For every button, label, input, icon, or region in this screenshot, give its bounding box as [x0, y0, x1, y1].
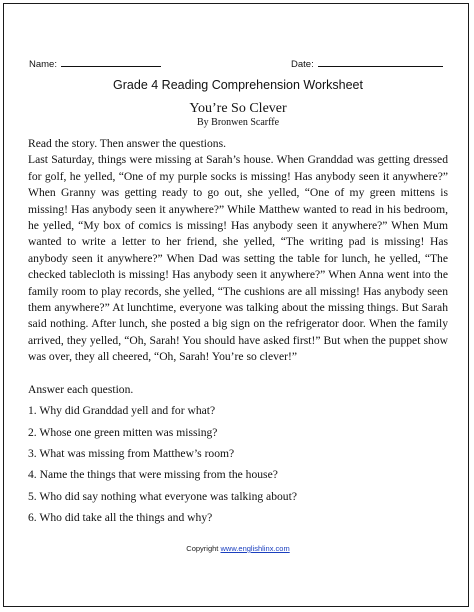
- copyright-link[interactable]: www.englishlinx.com: [220, 544, 290, 553]
- worksheet-content: [28, 136, 448, 531]
- copyright-label: Copyright: [186, 544, 219, 553]
- copyright-footer: [28, 544, 448, 553]
- date-line[interactable]: [318, 57, 443, 67]
- date-label: Date:: [291, 59, 314, 70]
- name-line[interactable]: [61, 57, 161, 67]
- name-date-row: [28, 57, 448, 71]
- worksheet-title: Grade 4 Reading Comprehension Worksheet: [113, 78, 363, 92]
- question-list: [28, 403, 448, 526]
- question-item: 1. Why did Granddad yell and for what?: [28, 404, 216, 418]
- story-title: You’re So Clever: [189, 101, 287, 116]
- date-field: [291, 57, 443, 70]
- question-item: 6. Who did take all the things and why?: [28, 510, 213, 524]
- question-item: 3. What was missing from Matthew’s room?: [28, 446, 235, 460]
- story-text: Last Saturday, things were missing at Sarah’s house. When Granddad was getting dressed for golf, he yelled, “One of my purple socks is missing! Has anybody seen it anywhere?” When Granny was getting ready to go out, she yelled, “One of my green mittens is missing! Has anybody seen it anywhere?” While Matthew wanted to read in his bedroom, he yelled, “My box of comics is missing! Has anybody seen it anywhere?” When Mum wanted to write a letter to her friend, she yelled, “The writing pad is missing! Has anybody seen it anywhere?” When Dad was setting the table for lunch, he yelled, “The checked tablecloth is missing! Has anybody seen it anywhere?” When Anna went into the family room to play records, she yelled, “The cushions are all missing! Has anybody seen them anywhere?” At lunchtime, everyone was talking about the missing things. But Sarah said nothing. After lunch, she posted a big sign on the refrigerator door. When the family arrived, they yelled, “Oh, Sarah! You should have asked first!” But when the puppet show was over, they all cheered, “Oh, Sarah! You’re so clever!”: [28, 153, 448, 364]
- question-item: 5. Who did say nothing what everyone was talking about?: [28, 489, 297, 503]
- questions-intro: Answer each question.: [28, 383, 134, 397]
- name-field: [29, 57, 161, 70]
- question-item: 2. Whose one green mitten was missing?: [28, 425, 218, 439]
- story-author: By Bronwen Scarffe: [196, 117, 280, 128]
- name-label: Name:: [29, 59, 57, 70]
- question-item: 4. Name the things that were missing from the house?: [28, 468, 278, 482]
- instruction-text: Read the story. Then answer the questions.: [28, 137, 227, 150]
- section-spacer: [28, 366, 448, 382]
